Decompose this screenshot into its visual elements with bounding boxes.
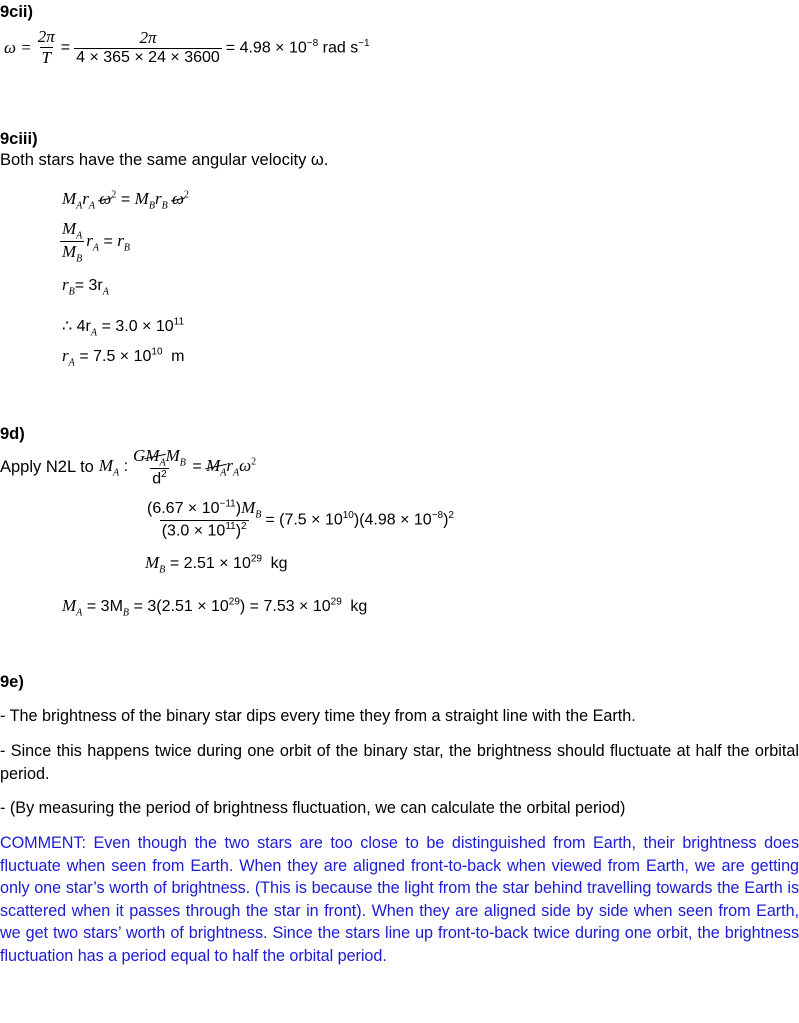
heading-9d: 9d) — [0, 425, 25, 443]
heading-9ciii: 9ciii) — [0, 130, 38, 148]
ciii-line2: $\frac{M_A}{M_B}$ $r_A$ = $r_B$ — [62, 219, 130, 265]
comment-paragraph: COMMENT: Even though the two stars are too close to be distinguished from Earth, their brightness does fluctuate when seen from Earth. When they are aligned front-to-back when viewed from Earth, we are getting only one star’s worth of brightness. (This is because the light from the star behind travelling towards the Earth is scattered when it passes through the star in front). When they are aligned side by side when seen from Earth, we get two stars’ worth of brightness. Since the stars line up front-to-back twice during one orbit, the brightness fluctuation has a period equal to half the orbital period. — [0, 834, 799, 965]
ciii-line4: ∴ $4r_A = 3.0 \times 10^{11}$ — [62, 316, 185, 339]
d-line3: $M_B = 2.51 \times 10^{29}$ kg — [145, 553, 288, 576]
period-seconds: 4 × 365 × 24 × 3600 — [76, 49, 220, 66]
fraction-numerator: 2π — [37, 27, 55, 46]
heading-9cii: 9cii) — [0, 3, 34, 21]
ciii-line1: $M_Ar_A$ $\omega^2 = M_Br_B$ $\omega^2$ — [62, 189, 189, 212]
ciii-intro: Both stars have the same angular velocity ω. — [0, 151, 329, 169]
fraction-numerator-2: 2π — [139, 28, 157, 47]
d-line1: Apply N2L to $M_A$ : $\frac{GM_AM_B}{d^2}$ = $M_Ar_A\omega^2$ — [0, 446, 257, 488]
ciii-line3: $r_B= 3r_A$ — [62, 275, 109, 298]
d-line4: $M_A = 3M_B = 3(2.51 \times 10^{29}) = 7.53 \times 10^{29}$ kg — [62, 596, 368, 619]
equals-sign: = — [60, 38, 71, 56]
d-line2: $\frac{(6.67 \times 10^{-11})M_B}{(3.0 \times 10^{11})^2}$ = $(7.5 \times 10^{10})(4.98 \times 10^{-8})^2$ — [147, 498, 454, 540]
e-point-1: - The brightness of the binary star dips every time they from a straight line with the Earth. — [0, 707, 636, 725]
fraction-denominator: T — [41, 48, 51, 67]
omega-label: ω = — [4, 37, 32, 57]
heading-9e: 9e) — [0, 673, 24, 691]
e-point-2: - Since this happens twice during one orbit of the binary star, the brightness should fluctuate at half the orbital period. — [0, 742, 799, 783]
e-point-3: - (By measuring the period of brightness fluctuation, we can calculate the orbital period) — [0, 799, 626, 817]
omega-equation — [4, 27, 370, 68]
omega-result: = $4.98 \times 10^{-8}$ rad $s^{-1}$ — [225, 37, 370, 57]
ciii-line5: $r_A = 7.5 \times 10^{10}$ m — [62, 346, 185, 369]
